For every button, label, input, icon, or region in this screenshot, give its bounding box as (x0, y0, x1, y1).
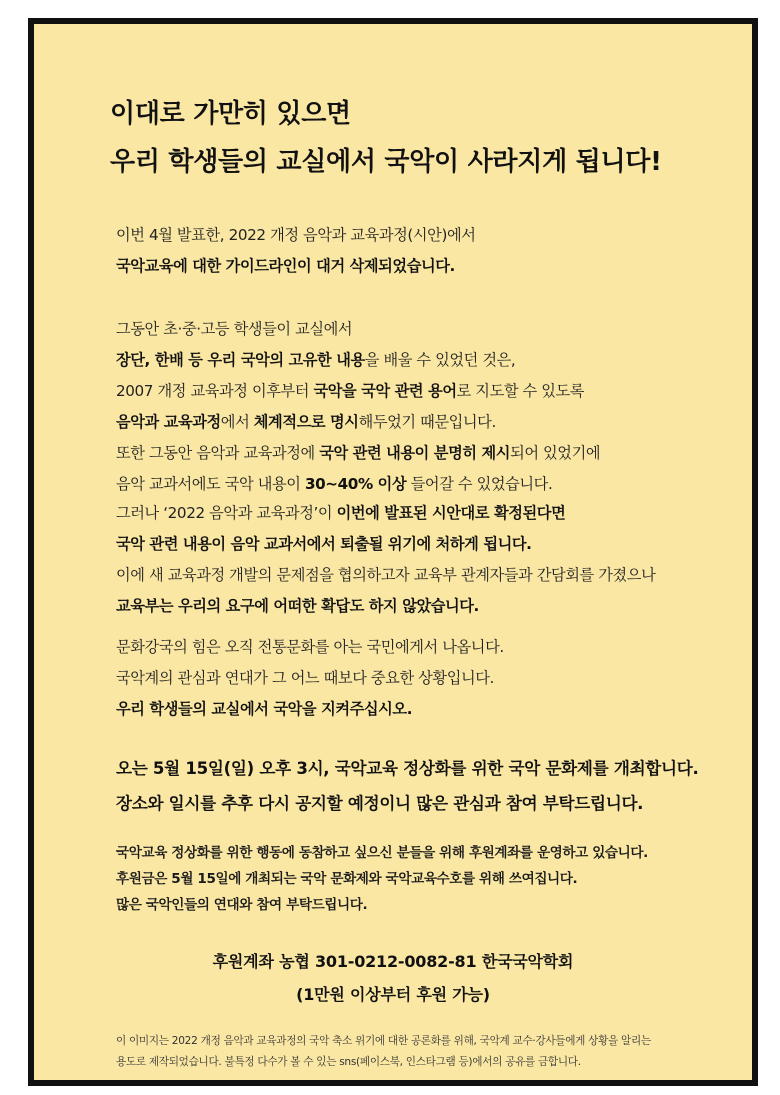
history-line-2-text: 을 배울 수 있었던 것은, (364, 351, 516, 369)
headline-line-2: 우리 학생들의 교실에서 국악이 사라지게 됩니다! (110, 147, 662, 177)
footnote-line-2: 용도로 제작되었습니다. 불특정 다수가 볼 수 있는 sns(페이스북, 인스타그램 등)에서의 공유를 금합니다. (116, 1056, 581, 1068)
donation-account (34, 945, 752, 1011)
headline (110, 90, 710, 186)
history-line-3-text-b: 로 지도할 수 있도록 (456, 382, 585, 400)
account-number: 후원계좌 농협 301-0212-0082-81 한국국악학회 (212, 952, 574, 971)
warning-line-1-text: 그러나 ‘2022 음악과 교육과정’이 (116, 504, 337, 522)
appeal-line-2: 국악계의 관심과 연대가 그 어느 때보다 중요한 상황입니다. (116, 669, 494, 687)
event-announcement (116, 751, 736, 821)
headline-line-1: 이대로 가만히 있으면 (110, 99, 351, 129)
account-minimum: (1만원 이상부터 후원 가능) (296, 985, 490, 1004)
appeal-paragraph (116, 632, 746, 725)
warning-line-3: 이에 새 교육과정 개발의 문제점을 협의하고자 교육부 관계자들과 간담회를 가졌으나 (116, 566, 656, 584)
history-line-4-bold-b: 체계적으로 명시 (253, 413, 359, 431)
support-line-3: 많은 국악인들의 연대와 참여 부탁드립니다. (116, 897, 368, 913)
intro-paragraph (116, 220, 746, 282)
history-line-1: 그동안 초·중·고등 학생들이 교실에서 (116, 320, 353, 338)
appeal-line-3: 우리 학생들의 교실에서 국악을 지켜주십시오. (116, 700, 413, 718)
appeal-line-1: 문화강국의 힘은 오직 전통문화를 아는 국민에게서 나옵니다. (116, 638, 504, 656)
notice-poster (28, 18, 758, 1086)
history-line-4-text-a: 에서 (220, 413, 254, 431)
history-line-2-bold: 장단, 한배 등 우리 국악의 고유한 내용 (116, 351, 365, 369)
warning-line-4: 교육부는 우리의 요구에 어떠한 확답도 하지 않았습니다. (116, 597, 479, 615)
history-line-3-bold: 국악을 국악 관련 용어 (313, 382, 457, 400)
history-line-5-text-b: 되어 있었기에 (510, 444, 601, 462)
event-line-2: 장소와 일시를 추후 다시 공지할 예정이니 많은 관심과 참여 부탁드립니다. (116, 794, 644, 813)
footnote (116, 1031, 736, 1073)
support-line-2: 후원금은 5월 15일에 개최되는 국악 문화제와 국악교육수호를 위해 쓰여집니다. (116, 871, 578, 887)
history-line-4 (116, 407, 746, 438)
warning-line-2: 국악 관련 내용이 음악 교과서에서 퇴출될 위기에 처하게 됩니다. (116, 535, 532, 553)
history-line-4-text-b: 해두었기 때문입니다. (358, 413, 496, 431)
history-line-5-bold: 국악 관련 내용이 분명히 제시 (319, 444, 511, 462)
footnote-line-1: 이 이미지는 2022 개정 음악과 교육과정의 국악 축소 위기에 대한 공론화를 위해, 국악계 교수·강사들에게 상황을 알리는 (116, 1035, 651, 1047)
history-line-2 (116, 345, 746, 376)
intro-line-2: 국악교육에 대한 가이드라인이 대거 삭제되었습니다. (116, 257, 455, 275)
warning-line-1 (116, 498, 746, 529)
history-line-5 (116, 438, 746, 469)
history-line-6-text-b: 들어갈 수 있었습니다. (406, 475, 553, 493)
warning-line-1-bold: 이번에 발표된 시안대로 확정된다면 (336, 504, 566, 522)
intro-line-1: 이번 4월 발표한, 2022 개정 음악과 교육과정(시안)에서 (116, 226, 476, 244)
warning-paragraph (116, 498, 746, 622)
support-line-1: 국악교육 정상화를 위한 행동에 동참하고 싶으신 분들을 위해 후원계좌를 운영하고 있습니다. (116, 845, 648, 861)
history-paragraph (116, 314, 746, 500)
history-line-6 (116, 469, 746, 500)
history-line-6-text-a: 음악 교과서에도 국악 내용이 (116, 475, 305, 493)
history-line-4-bold-a: 음악과 교육과정 (116, 413, 221, 431)
history-line-3 (116, 376, 746, 407)
support-paragraph (116, 840, 746, 918)
history-line-3-text-a: 2007 개정 교육과정 이후부터 (116, 382, 314, 400)
event-line-1: 오는 5월 15일(일) 오후 3시, 국악교육 정상화를 위한 국악 문화제를 개최합니다. (116, 759, 699, 778)
history-line-5-text-a: 또한 그동안 음악과 교육과정에 (116, 444, 320, 462)
history-line-6-bold: 30~40% 이상 (304, 475, 407, 493)
